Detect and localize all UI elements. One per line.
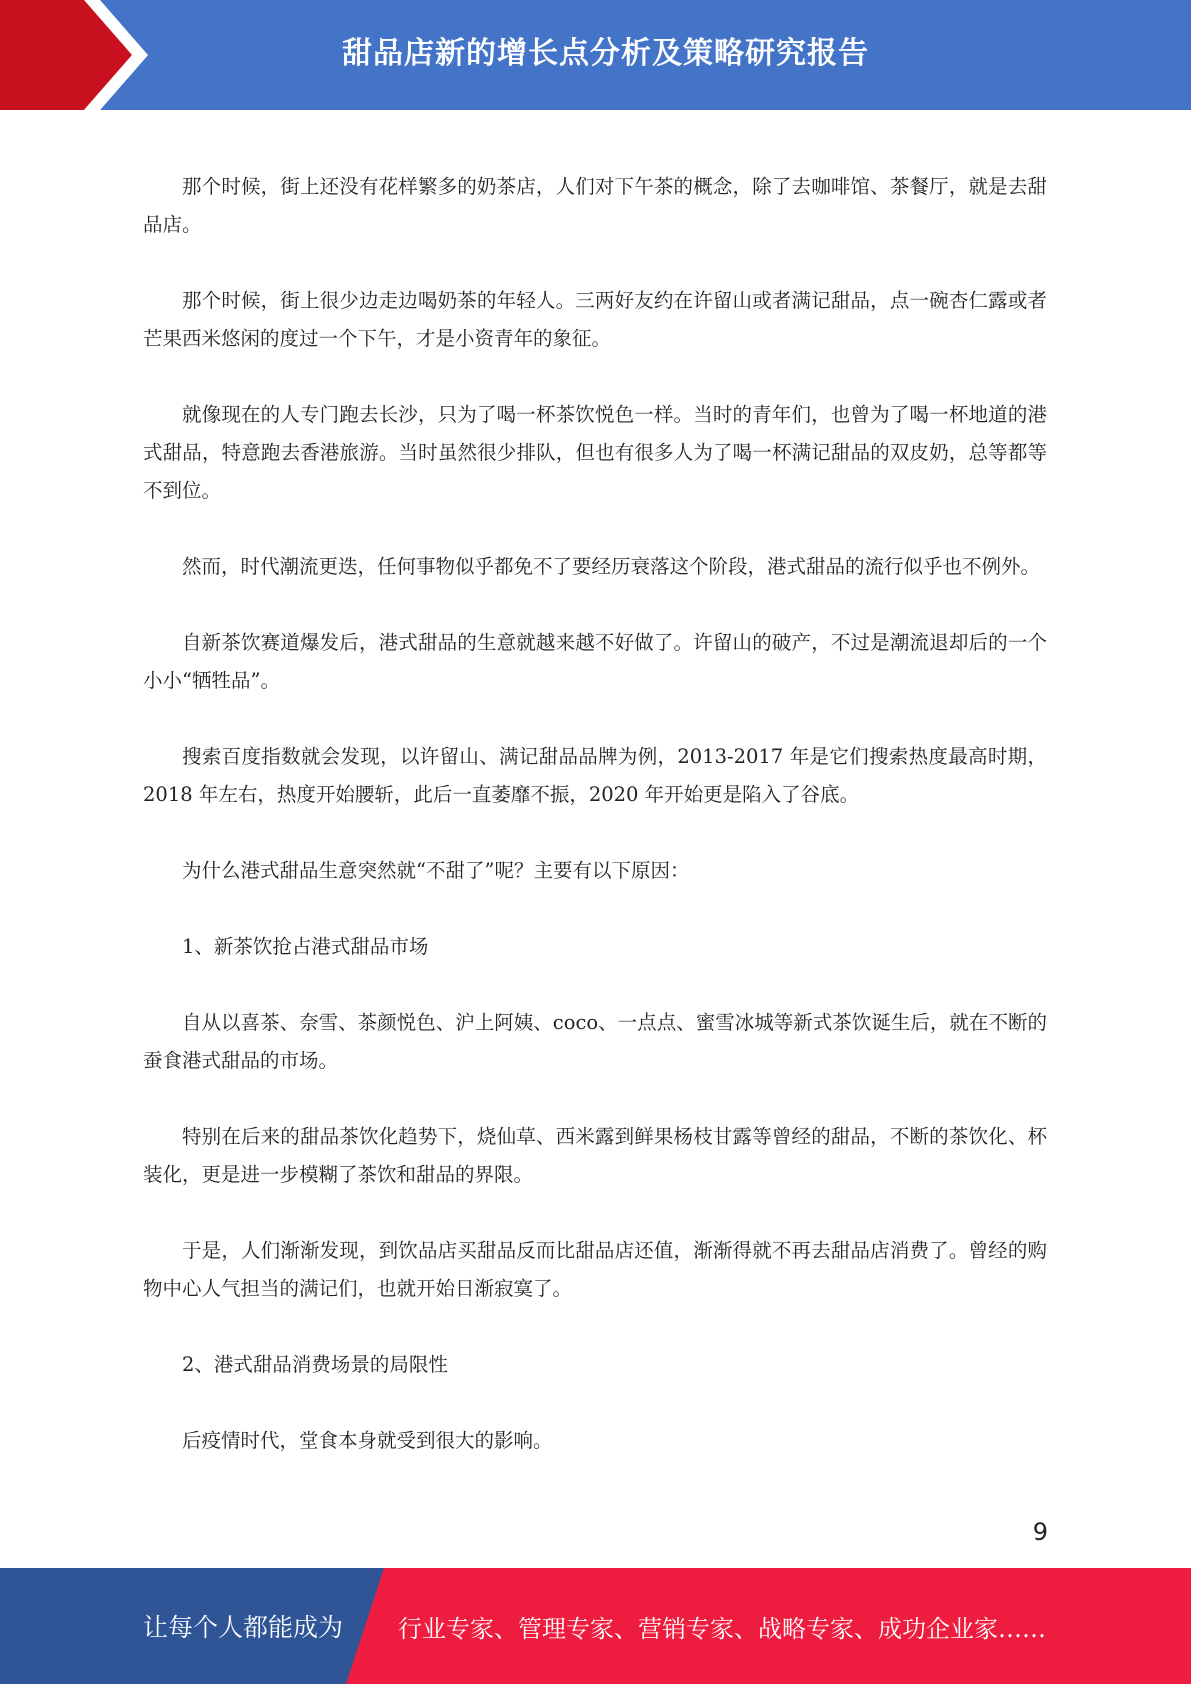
footer-slogan-left: 让每个人都能成为 [143,1613,344,1642]
paragraph: 后疫情时代，堂食本身就受到很大的影响。 [182,1429,553,1452]
paragraph: 然而，时代潮流更迭，任何事物似乎都免不了要经历衰落这个阶段，港式甜品的流行似乎也不例外。 [182,555,1041,578]
paragraph: 自从以喜茶、奈雪、茶颜悦色、沪上阿姨、coco、一点点、蜜雪冰城等新式茶饮诞生后，就在不断的蚕食港式甜品的市场。 [143,1011,1047,1072]
page-header [0,0,1191,110]
report-title: 甜品店新的增长点分析及策略研究报告 [342,36,869,71]
paragraph: 就像现在的人专门跑去长沙，只为了喝一杯茶饮悦色一样。当时的青年们，也曾为了喝一杯地道的港式甜品，特意跑去香港旅游。当时虽然很少排队，但也有很多人为了喝一杯满记甜品的双皮奶，总等都等不到位。 [143,403,1047,502]
section-heading: 1、新茶饮抢占港式甜品市场 [182,935,429,958]
page-footer [0,1568,1191,1684]
paragraph: 为什么港式甜品生意突然就“不甜了”呢？主要有以下原因： [182,859,690,882]
paragraph: 自新茶饮赛道爆发后，港式甜品的生意就越来越不好做了。许留山的破产，不过是潮流退却后的一个小小“牺牲品”。 [143,631,1047,692]
page-number: 9 [1032,1518,1048,1546]
paragraph: 于是，人们渐渐发现，到饮品店买甜品反而比甜品店还值，渐渐得就不再去甜品店消费了。曾经的购物中心人气担当的满记们，也就开始日渐寂寞了。 [143,1239,1047,1300]
paragraph: 特别在后来的甜品茶饮化趋势下，烧仙草、西米露到鲜果杨枝甘露等曾经的甜品，不断的茶饮化、杯装化，更是进一步模糊了茶饮和甜品的界限。 [143,1125,1047,1186]
paragraph: 搜索百度指数就会发现，以许留山、满记甜品品牌为例，2013-2017 年是它们搜索热度最高时期，2018 年左右，热度开始腰斩，此后一直萎靡不振，2020 年开始更是陷入了谷底。 [143,745,1047,806]
document-body [143,168,1047,1498]
paragraph: 那个时候，街上很少边走边喝奶茶的年轻人。三两好友约在许留山或者满记甜品，点一碗杏仁露或者芒果西米悠闲的度过一个下午，才是小资青年的象征。 [143,289,1047,350]
paragraph: 那个时候，街上还没有花样繁多的奶茶店，人们对下午茶的概念，除了去咖啡馆、茶餐厅，就是去甜品店。 [143,175,1047,236]
section-heading: 2、港式甜品消费场景的局限性 [182,1353,448,1376]
footer-slogan-right: 行业专家、管理专家、营销专家、战略专家、成功企业家…… [398,1614,1046,1643]
